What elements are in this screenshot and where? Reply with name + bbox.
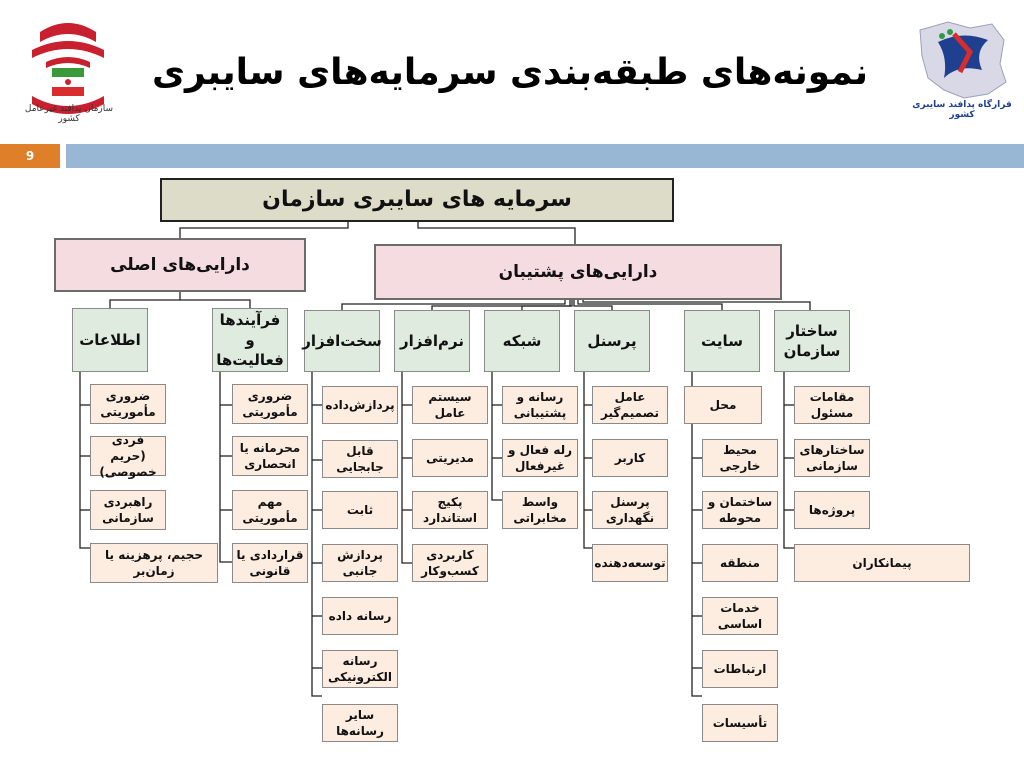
leaf-site-zone: منطقه	[702, 544, 778, 582]
leaf-personnel-developer: توسعه‌دهنده	[592, 544, 668, 582]
leaf-site-essential-services: خدمات اساسی	[702, 597, 778, 635]
leaf-process-important: مهم مأموریتی	[232, 490, 308, 530]
leaf-hardware-portable: قابل جابجایی	[322, 440, 398, 478]
group-site: سایت	[684, 310, 760, 372]
leaf-site-location: محل	[684, 386, 762, 424]
leaf-personnel-maintenance: پرسنل نگهداری	[592, 491, 668, 529]
leaf-org-projects: پروژه‌ها	[794, 491, 870, 529]
group-personnel: پرسنل	[574, 310, 650, 372]
support-assets-box: دارایی‌های پشتیبان	[374, 244, 782, 300]
leaf-network-media-support: رسانه و پشتیبانی	[502, 386, 578, 424]
leaf-hardware-data-media: رسانه داده	[322, 597, 398, 635]
group-organization-structure: ساختار سازمان	[774, 310, 850, 372]
leaf-site-facilities: تأسیسات	[702, 704, 778, 742]
slide-number: 9	[0, 144, 60, 168]
leaf-software-management: مدیریتی	[412, 439, 488, 477]
group-software: نرم‌افزار	[394, 310, 470, 372]
leaf-hardware-electronic-media: رسانه الکترونیکی	[322, 650, 398, 688]
leaf-site-building: ساختمان و محوطه	[702, 491, 778, 529]
leaf-personnel-decision-maker: عامل تصمیم‌گیر	[592, 386, 668, 424]
group-information: اطلاعات	[72, 308, 148, 372]
leaf-software-os: سیستم عامل	[412, 386, 488, 424]
leaf-hardware-data-processing: پردازش‌داده	[322, 386, 398, 424]
leaf-software-standard-package: پکیج استاندارد	[412, 491, 488, 529]
leaf-network-relay: رله فعال و غیرفعال	[502, 439, 578, 477]
leaf-software-business-app: کاربردی کسب‌وکار	[412, 544, 488, 582]
leaf-information-mission-critical: ضروری مأموریتی	[90, 384, 166, 424]
leaf-org-responsible-authorities: مقامات مسئول	[794, 386, 870, 424]
page-title: نمونه‌های طبقه‌بندی سرمایه‌های سایبری	[152, 52, 868, 93]
leaf-org-structures: ساختارهای سازمانی	[794, 439, 870, 477]
right-logo-caption: قرارگاه پدافند سایبری کشور	[912, 100, 1012, 120]
leaf-hardware-peripheral: پردازش جانبی	[322, 544, 398, 582]
leaf-site-external-environment: محیط خارجی	[702, 439, 778, 477]
group-network: شبکه	[484, 310, 560, 372]
leaf-process-confidential: محرمانه یا انحصاری	[232, 436, 308, 476]
leaf-information-strategic: راهبردی سازمانی	[90, 490, 166, 530]
diagram-root-box: سرمایه های سایبری سازمان	[160, 178, 674, 222]
leaf-network-telecom-interface: واسط مخابراتی	[502, 491, 578, 529]
primary-assets-box: دارایی‌های اصلی	[54, 238, 306, 292]
leaf-information-personal: فردی (حریم خصوصی)	[90, 436, 166, 476]
group-processes-activities: فرآیندها و فعالیت‌ها	[212, 308, 288, 372]
leaf-information-bulky-costly: حجیم، پرهزینه یا زمان‌بر	[90, 543, 218, 583]
leaf-process-mission-critical: ضروری مأموریتی	[232, 384, 308, 424]
leaf-site-communications: ارتباطات	[702, 650, 778, 688]
leaf-org-contractors: پیمانکاران	[794, 544, 970, 582]
left-logo-caption: سازمان پدافند غیرعامل کشور	[24, 104, 114, 124]
group-hardware: سخت‌افزار	[304, 310, 380, 372]
leaf-process-contractual-legal: قراردادی یا قانونی	[232, 543, 308, 583]
leaf-personnel-user: کاربر	[592, 439, 668, 477]
leaf-hardware-other-media: سایر رسانه‌ها	[322, 704, 398, 742]
leaf-hardware-fixed: ثابت	[322, 491, 398, 529]
